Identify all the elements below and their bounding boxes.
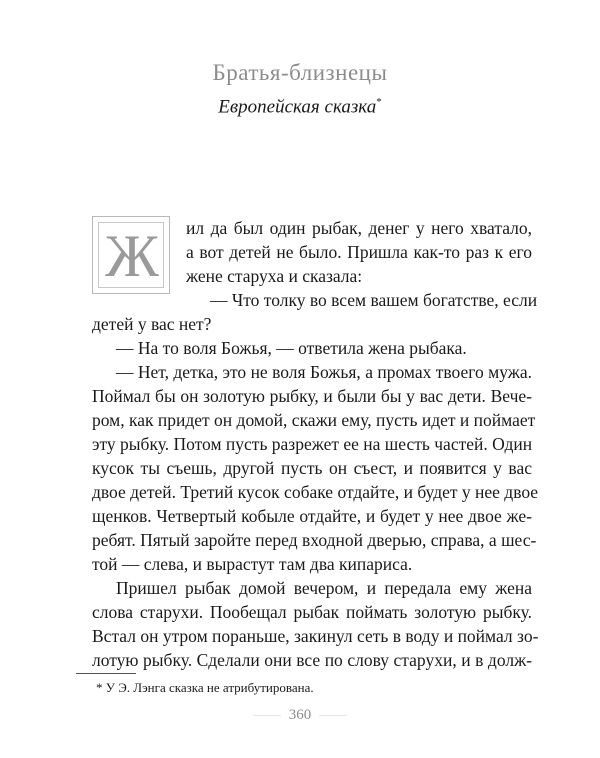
drop-cap-letter: Ж: [105, 223, 159, 289]
text-line: — На то воля Божья, — ответила жена рыбака.: [116, 338, 467, 358]
text-line: — Что толку во всем вашем богатстве, если: [210, 290, 538, 310]
page-number: 360: [288, 706, 312, 723]
text-line: ром, как придет он домой, скажи ему, пусть идет и поймает: [92, 410, 536, 430]
footnote-rule: [76, 673, 136, 674]
text-line: щенков. Четвертый кобыле отдайте, и будет у нее двое же-: [92, 506, 532, 526]
text-line: Поймал бы он золотую рыбку, и были бы у вас дети. Вече-: [92, 386, 532, 406]
text-line: а вот детей не было. Пришла как-то раз к его: [186, 242, 532, 262]
text-line: двое детей. Третий кусок собаке отдайте, и будет у нее двое: [92, 482, 539, 502]
text-line: Встал он утром пораньше, закинул сеть в воду и поймал зо-: [92, 626, 539, 646]
text-line: кусок ты съешь, другой пусть он съест, и появится у вас: [92, 458, 532, 478]
text-line: слова старухи. Пообещал рыбак поймать золотую рыбку.: [92, 602, 532, 622]
text-line: Пришел рыбак домой вечером, и передала ему жена: [116, 578, 532, 598]
text-line: жене старуха и сказала:: [186, 266, 363, 286]
page-number-ornament-left: [253, 715, 281, 716]
text-line: — Нет, детка, это не воля Божья, а промах твоего мужа.: [116, 362, 532, 382]
page-number-area: [0, 706, 600, 724]
subtitle-text: Европейская сказка: [218, 96, 377, 118]
drop-cap-frame: [92, 216, 170, 294]
page-title: Братья-близнецы: [212, 60, 388, 85]
text-line: ребят. Пятый заройте перед входной дверью, справа, а шес-: [92, 530, 537, 550]
text-line: той — слева, и вырастут там два кипариса.: [92, 554, 413, 574]
text-line: детей у вас нет?: [92, 314, 212, 334]
footnote: * У Э. Лэнга сказка не атрибутирована.: [96, 680, 314, 695]
text-line: ил да был один рыбак, денег у него хватало,: [186, 218, 532, 238]
page-subtitle: [0, 96, 600, 118]
text-line: эту рыбку. Потом пусть разрежет ее на шесть частей. Один: [92, 434, 533, 454]
page-number-ornament-right: [319, 715, 347, 716]
footnote-mark: *: [376, 96, 382, 108]
text-line: лотую рыбку. Сделали они все по слову старухи, и в долж-: [92, 650, 532, 670]
